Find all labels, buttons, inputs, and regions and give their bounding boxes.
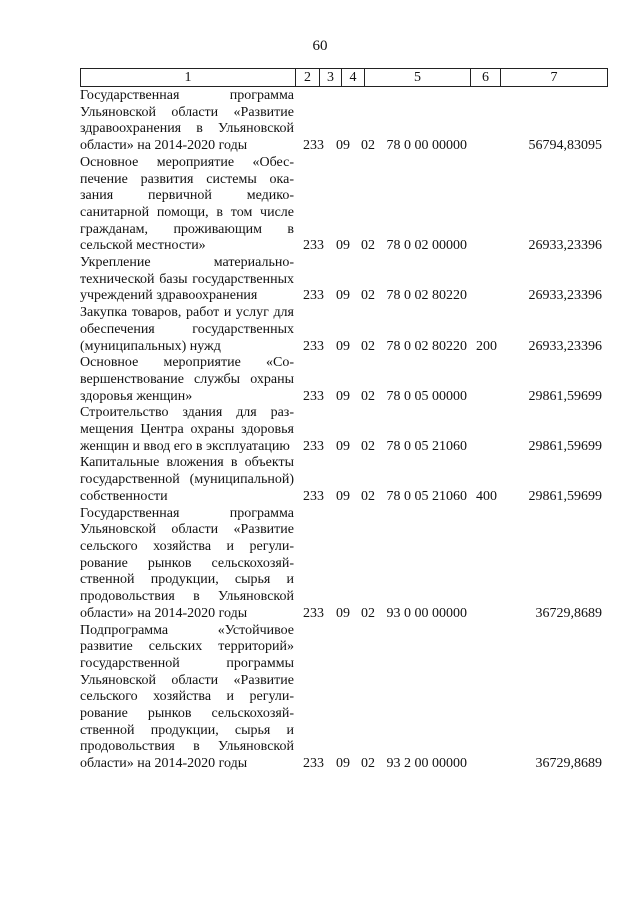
row-subsection-code: 02 bbox=[361, 138, 375, 154]
column-header-2: 2 bbox=[296, 69, 320, 87]
row-ministry-code: 233 bbox=[303, 488, 324, 504]
row-name: Строительство здания для размещения Центра охраны здоровья женщин и ввод его в эксплуатацию bbox=[80, 405, 294, 454]
row-amount: 36729,8689 bbox=[535, 605, 602, 621]
row-ministry-code: 233 bbox=[303, 756, 324, 772]
row-amount: 29861,59699 bbox=[528, 438, 602, 454]
row-target-code: 78 0 05 21060 bbox=[386, 438, 467, 454]
row-subsection-code: 02 bbox=[361, 388, 375, 404]
row-ministry-code: 233 bbox=[303, 388, 324, 404]
row-expense-type: 400 bbox=[476, 488, 497, 504]
row-target-code: 78 0 02 80220 bbox=[386, 288, 467, 304]
row-name: Укрепление материально-технической базы государственных учреждений здравоохранения bbox=[80, 255, 294, 304]
row-ministry-code: 233 bbox=[303, 138, 324, 154]
table-row bbox=[0, 305, 640, 355]
row-name: Основное мероприятие «Обеспечение развития системы оказания первичной медико-санитарной помощи, в том числе гражданам, проживающим в сельской местности» bbox=[80, 154, 294, 254]
row-subsection-code: 02 bbox=[361, 756, 375, 772]
row-amount: 26933,23396 bbox=[528, 288, 602, 304]
row-ministry-code: 233 bbox=[303, 438, 324, 454]
table-row bbox=[0, 405, 640, 455]
budget-table-body bbox=[0, 88, 640, 773]
row-section-code: 09 bbox=[336, 488, 350, 504]
row-name: Закупка товаров, работ и услуг для обеспечения государственных (муниципальных) нужд bbox=[80, 305, 294, 354]
row-section-code: 09 bbox=[336, 438, 350, 454]
row-amount: 26933,23396 bbox=[528, 338, 602, 354]
column-header-7: 7 bbox=[501, 69, 608, 87]
row-section-code: 09 bbox=[336, 238, 350, 254]
row-subsection-code: 02 bbox=[361, 605, 375, 621]
column-header-table bbox=[80, 68, 608, 87]
row-subsection-code: 02 bbox=[361, 438, 375, 454]
table-row bbox=[0, 255, 640, 305]
column-header-6: 6 bbox=[471, 69, 501, 87]
row-expense-type: 200 bbox=[476, 338, 497, 354]
table-row bbox=[0, 155, 640, 255]
table-row bbox=[0, 506, 640, 623]
row-ministry-code: 233 bbox=[303, 238, 324, 254]
row-name: Государственная программа Ульяновской области «Развитие здравоохранения в Ульяновской области» на 2014-2020 годы bbox=[80, 88, 294, 154]
row-amount: 36729,8689 bbox=[535, 756, 602, 772]
row-amount: 29861,59699 bbox=[528, 388, 602, 404]
row-section-code: 09 bbox=[336, 338, 350, 354]
column-header-1: 1 bbox=[81, 69, 296, 87]
row-section-code: 09 bbox=[336, 756, 350, 772]
row-ministry-code: 233 bbox=[303, 288, 324, 304]
row-subsection-code: 02 bbox=[361, 288, 375, 304]
row-section-code: 09 bbox=[336, 388, 350, 404]
row-amount: 29861,59699 bbox=[528, 488, 602, 504]
page-number: 60 bbox=[312, 38, 328, 54]
row-name: Подпрограмма «Устойчивое развитие сельских территорий» государственной программы Ульяновской области «Развитие сельского хозяйства и регулирование рынков сельскохозяйственной продукции, сырья и продовольствия в Ульяновской области» на 2014-2020 годы bbox=[80, 622, 294, 772]
table-row bbox=[0, 355, 640, 405]
row-name: Капитальные вложения в объекты государственной (муниципальной) собственности bbox=[80, 455, 294, 504]
row-subsection-code: 02 bbox=[361, 338, 375, 354]
row-section-code: 09 bbox=[336, 288, 350, 304]
row-subsection-code: 02 bbox=[361, 238, 375, 254]
row-amount: 26933,23396 bbox=[528, 238, 602, 254]
row-subsection-code: 02 bbox=[361, 488, 375, 504]
table-row bbox=[0, 88, 640, 155]
row-ministry-code: 233 bbox=[303, 605, 324, 621]
row-target-code: 78 0 05 21060 bbox=[386, 488, 467, 504]
column-header-3: 3 bbox=[320, 69, 342, 87]
row-target-code: 78 0 05 00000 bbox=[386, 388, 467, 404]
row-section-code: 09 bbox=[336, 138, 350, 154]
row-target-code: 93 0 00 00000 bbox=[386, 605, 467, 621]
column-header-row bbox=[81, 69, 608, 87]
row-target-code: 93 2 00 00000 bbox=[386, 756, 467, 772]
row-name: Основное мероприятие «Совершенствование службы охраны здоровья женщин» bbox=[80, 355, 294, 404]
row-section-code: 09 bbox=[336, 605, 350, 621]
row-target-code: 78 0 02 00000 bbox=[386, 238, 467, 254]
row-target-code: 78 0 02 80220 bbox=[386, 338, 467, 354]
column-header-5: 5 bbox=[365, 69, 471, 87]
row-name: Государственная программа Ульяновской области «Развитие сельского хозяйства и регулирование рынков сельскохозяйственной продукции, сырья и продовольствия в Ульяновской области» на 2014-2020 годы bbox=[80, 505, 294, 621]
row-target-code: 78 0 00 00000 bbox=[386, 138, 467, 154]
row-amount: 56794,83095 bbox=[528, 138, 602, 154]
row-ministry-code: 233 bbox=[303, 338, 324, 354]
table-row bbox=[0, 455, 640, 505]
column-header-4: 4 bbox=[342, 69, 365, 87]
table-row bbox=[0, 623, 640, 773]
